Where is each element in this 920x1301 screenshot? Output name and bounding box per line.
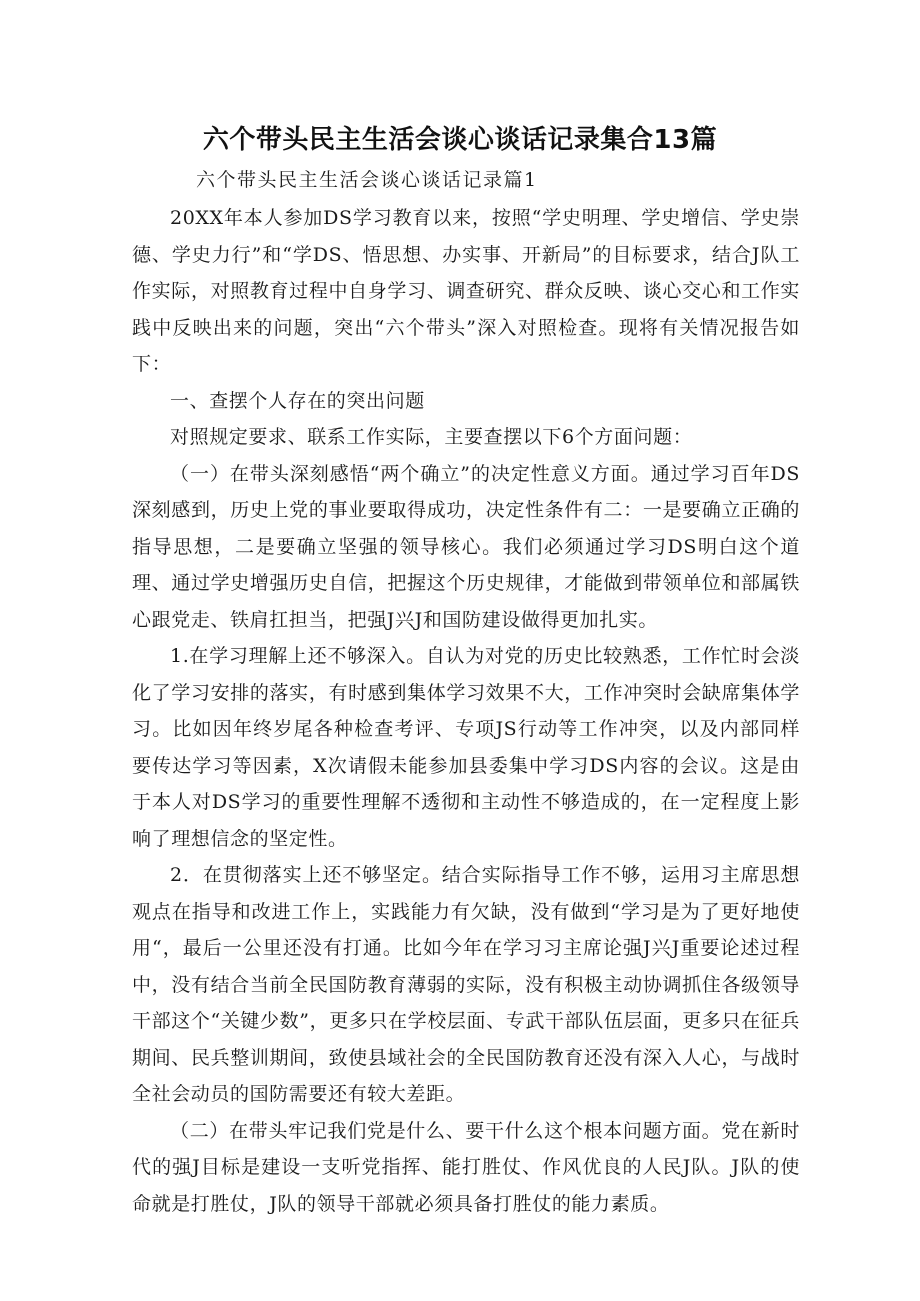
body-paragraph: 2．在贯彻落实上还不够坚定。结合实际指导工作不够，运用习主席思想观点在指导和改进工作上，实践能力有欠缺，没有做到“学习是为了更好地使用“，最后一公里还没有打通。比如今年在学习习主席论强J兴J重要论述过程中，没有结合当前全民国防教育薄弱的实际，没有积极主动协调抓住各级领导干部这个“关键少数”，更多只在学校层面、专武干部队伍层面，更多只在征兵期间、民兵整训期间，致使县域社会的全民国防教育还没有深入人心，与战时全社会动员的国防需要还有较大差距。 [132, 864, 800, 1105]
document-body [132, 200, 800, 1222]
intro-paragraph: 20XX年本人参加DS学习教育以来，按照“学史明理、学史增信、学史崇德、学史力行”和“学DS、悟思想、办实事、开新局”的目标要求，结合J队工作实际，对照教育过程中自身学习、调查研究、群众反映、谈心交心和工作实践中反映出来的问题，突出“六个带头”深入对照检查。现将有关情况报告如下： [132, 207, 800, 375]
body-paragraph: 1.在学习理解上还不够深入。自认为对党的历史比较熟悉，工作忙时会淡化了学习安排的落实，有时感到集体学习效果不大，工作冲突时会缺席集体学习。比如因年终岁尾各种检查考评、专项JS行动等工作冲突，以及内部同样要传达学习等因素，X次请假未能参加县委集中学习DS内容的会议。这是由于本人对DS学习的重要性理解不透彻和主动性不够造成的，在一定程度上影响了理想信念的坚定性。 [132, 645, 800, 850]
document-subtitle: 六个带头民主生活会谈心谈话记录篇1 [196, 169, 538, 191]
body-paragraph: （一）在带头深刻感悟“两个确立”的决定性意义方面。通过学习百年DS深刻感到，历史上党的事业要取得成功，决定性条件有二：一是要确立正确的指导思想，二是要确立坚强的领导核心。我们必须通过学习DS明白这个道理、通过学史增强历史自信，把握这个历史规律，才能做到带领单位和部属铁心跟党走、铁肩扛担当，把强J兴J和国防建设做得更加扎实。 [132, 462, 800, 631]
body-paragraph: 对照规定要求、联系工作实际，主要查摆以下6个方面问题： [170, 426, 693, 448]
body-paragraph: （二）在带头牢记我们党是什么、要干什么这个根本问题方面。党在新时代的强J目标是建设一支听党指挥、能打胜仗、作风优良的人民J队。J队的使命就是打胜仗，J队的领导干部就必须具备打胜仗的能力素质。 [132, 1119, 800, 1215]
document-title: 六个带头民主生活会谈心谈话记录集合13篇 [202, 125, 718, 155]
section-heading: 一、查摆个人存在的突出问题 [170, 389, 425, 412]
